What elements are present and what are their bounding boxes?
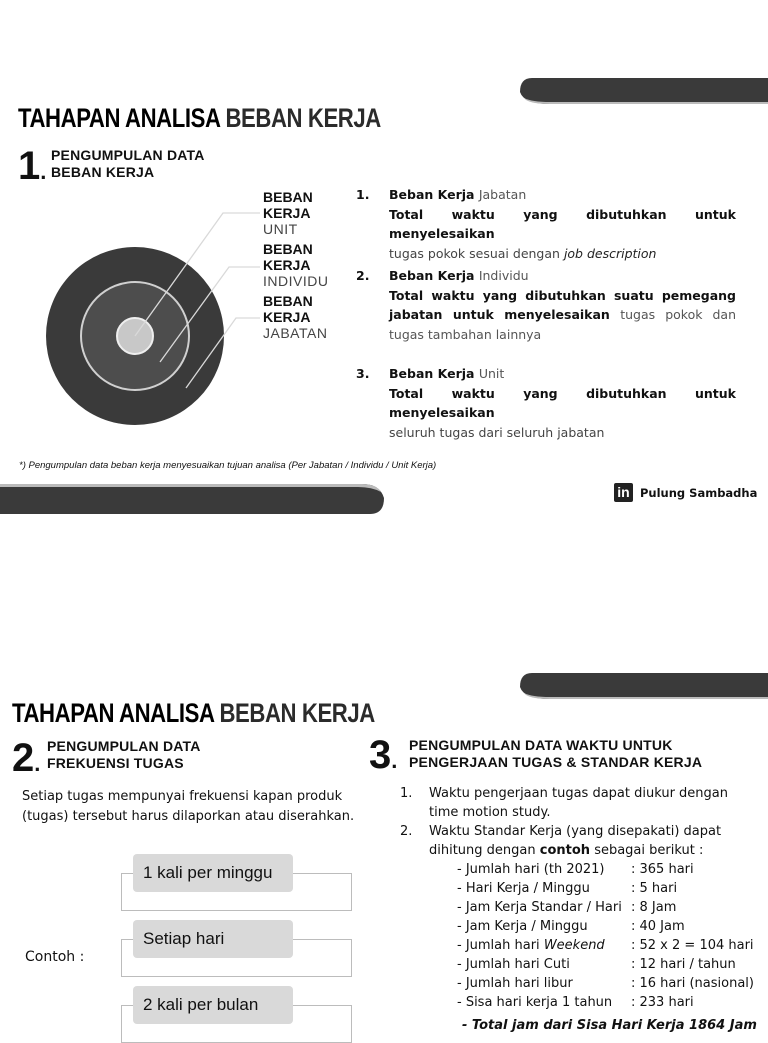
page-title — [12, 698, 375, 729]
calc-row: - Sisa hari kerja 1 tahun : 233 hari — [457, 995, 694, 1010]
step3-item-1: 1. Waktu pengerjaan tugas dapat diukur dengan time motion study. — [400, 786, 729, 820]
step2-number: 2. — [12, 736, 41, 780]
title-plain: TAHAPAN ANALISA — [12, 698, 214, 728]
ring-label-unit: BEBAN KERJA UNIT — [263, 189, 313, 237]
frequency-chip-3: 2 kali per bulan — [133, 986, 293, 1024]
top-banner — [520, 673, 768, 699]
standard-work-calc — [457, 860, 762, 1012]
title-highlight: BEBAN KERJA — [225, 103, 381, 133]
calc-total-line: - Total jam dari Sisa Hari Kerja 1864 Jam — [462, 1018, 757, 1033]
calc-row: - Jam Kerja / Minggu : 40 Jam — [457, 919, 685, 934]
slide-1 — [0, 0, 768, 520]
example-label: Contoh : — [25, 949, 85, 965]
step3-item-2: 2. Waktu Standar Kerja (yang disepakati) dapat dihitung dengan contoh sebagai berikut : — [400, 824, 722, 858]
footnote: *) Pengumpulan data beban kerja menyesuaikan tujuan analisa (Per Jabatan / Individu / Unit Kerja) — [19, 460, 437, 471]
definition-item-individu: 2. Beban Kerja Individu Total waktu yang dibutuhkan suatu pemegang jabatan untuk menyelesaikan tugas pokok dan tugas tambahan lainnya — [356, 268, 737, 342]
slide-2 — [0, 660, 768, 1033]
step3-title: PENGUMPULAN DATA WAKTU UNTUK PENGERJAAN TUGAS & STANDAR KERJA — [409, 737, 703, 770]
calc-row: - Hari Kerja / Minggu : 5 hari — [457, 881, 678, 896]
calc-row: - Jumlah hari (th 2021) : 365 hari — [457, 862, 694, 877]
calc-row: - Jumlah hari libur : 16 hari (nasional) — [457, 976, 754, 991]
step2-description: Setiap tugas mempunyai frekuensi kapan produk (tugas) tersebut harus dilaporkan atau diserahkan. — [22, 789, 355, 824]
linkedin-icon[interactable]: in — [614, 483, 633, 502]
step3-list — [400, 784, 760, 860]
title-plain: TAHAPAN ANALISA — [18, 103, 220, 133]
ring-label-individu: BEBAN KERJA INDIVIDU — [263, 241, 329, 289]
bottom-banner — [0, 484, 388, 514]
step-number: 1. — [18, 144, 47, 188]
step2-title: PENGUMPULAN DATA FREKUENSI TUGAS — [47, 738, 201, 771]
frequency-chip-2: Setiap hari — [133, 920, 293, 958]
definition-item-jabatan: 1. Beban Kerja Jabatan Total waktu yang dibutuhkan untuk menyelesaikan tugas pokok sesuai dengan job description — [356, 187, 736, 261]
calc-row: - Jumlah hari Cuti : 12 hari / tahun — [457, 957, 736, 972]
title-highlight: BEBAN KERJA — [219, 698, 375, 728]
frequency-chip-1: 1 kali per minggu — [133, 854, 293, 892]
calc-row: - Jumlah hari Weekend : 52 x 2 = 104 hari — [457, 938, 754, 953]
definition-item-unit: 3. Beban Kerja Unit Total waktu yang dibutuhkan untuk menyelesaikan seluruh tugas dari seluruh jabatan — [356, 366, 736, 440]
calc-row: - Jam Kerja Standar / Hari : 8 Jam — [457, 900, 677, 915]
step3-number: 3. — [369, 733, 398, 777]
step-title: PENGUMPULAN DATA BEBAN KERJA — [51, 147, 205, 180]
ring-label-jabatan: BEBAN KERJA JABATAN — [263, 293, 328, 341]
author-name[interactable]: Pulung Sambadha — [640, 486, 758, 500]
